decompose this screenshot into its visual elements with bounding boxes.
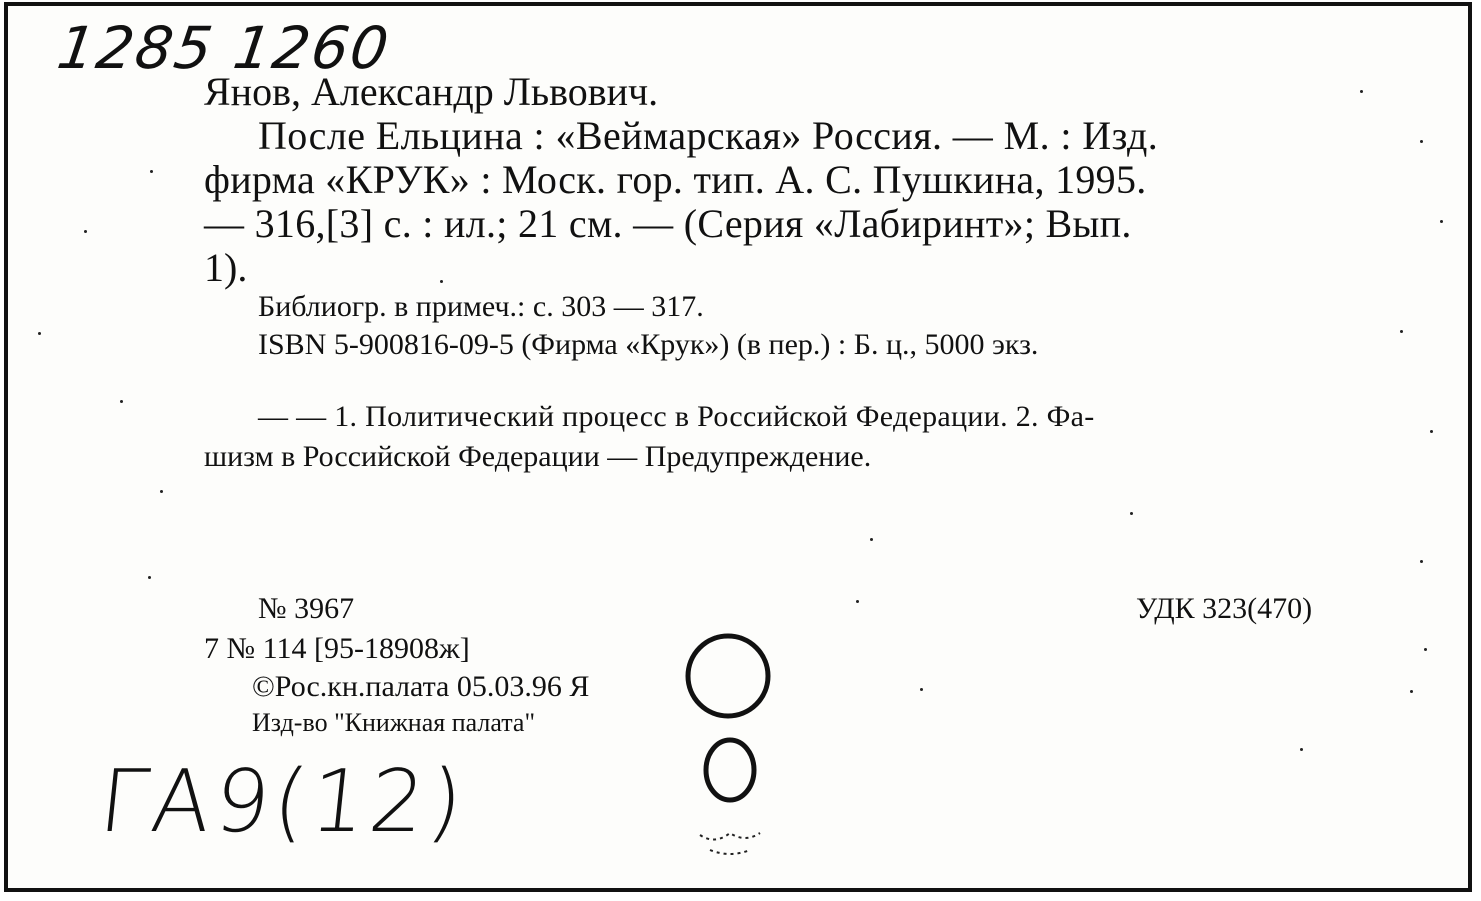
scan-speck <box>1130 512 1133 515</box>
scan-speck <box>856 600 859 603</box>
handwritten-code: ГА9(12) <box>94 752 472 852</box>
stamp-circle-icon <box>688 636 768 716</box>
isbn-line: ISBN 5-900816-09-5 (Фирма «Крук») (в пер.) : Б. ц., 5000 экз. <box>258 328 1039 361</box>
copyright-line: ©Рос.кн.палата 05.03.96 Я <box>252 670 590 703</box>
subject-line-2: шизм в Российской Федерации — Предупреждение. <box>204 440 872 473</box>
handwritten-number: 1285 1260 <box>53 14 395 82</box>
scan-speck <box>38 332 41 335</box>
title-line-1: После Ельцина : «Веймарская» Россия. — М. : Изд. <box>258 113 1159 158</box>
publisher-line: Изд-во "Книжная палата" <box>252 708 536 737</box>
title-line-4: 1). <box>204 245 248 290</box>
scan-speck <box>148 576 151 579</box>
registry-line: 7 № 114 [95-18908ж] <box>204 632 470 665</box>
scan-speck <box>440 280 443 283</box>
scan-speck <box>1424 648 1427 651</box>
scan-speck <box>870 538 873 541</box>
scan-speck <box>920 688 923 691</box>
scan-speck <box>150 170 153 173</box>
scan-speck <box>1360 90 1363 93</box>
author-heading: Янов, Александр Львович. <box>204 69 659 114</box>
scan-speck <box>1440 220 1443 223</box>
scan-speck <box>160 490 163 493</box>
scan-speck <box>1300 748 1303 751</box>
scan-speck <box>1420 140 1423 143</box>
scan-speck <box>1420 560 1423 563</box>
stamp-circle-small-icon <box>706 740 754 800</box>
title-line-3: — 316,[3] с. : ил.; 21 см. — (Серия «Лабиринт»; Вып. <box>204 201 1132 246</box>
stamp-marks <box>680 620 800 870</box>
scan-speck <box>120 400 123 403</box>
bibliography-note: Библиогр. в примеч.: с. 303 — 317. <box>258 290 704 323</box>
scan-speck <box>1410 690 1413 693</box>
scan-speck <box>1400 330 1403 333</box>
card-number: № 3967 <box>258 592 355 625</box>
stamp-scribble-icon <box>700 833 760 854</box>
udc-code: УДК 323(470) <box>1136 592 1313 625</box>
subject-line-1: — — 1. Политический процесс в Российской Федерации. 2. Фа- <box>258 400 1095 433</box>
scan-speck <box>1430 430 1433 433</box>
scan-speck <box>84 230 87 233</box>
title-line-2: фирма «КРУК» : Моск. гор. тип. А. С. Пушкина, 1995. <box>204 157 1147 202</box>
